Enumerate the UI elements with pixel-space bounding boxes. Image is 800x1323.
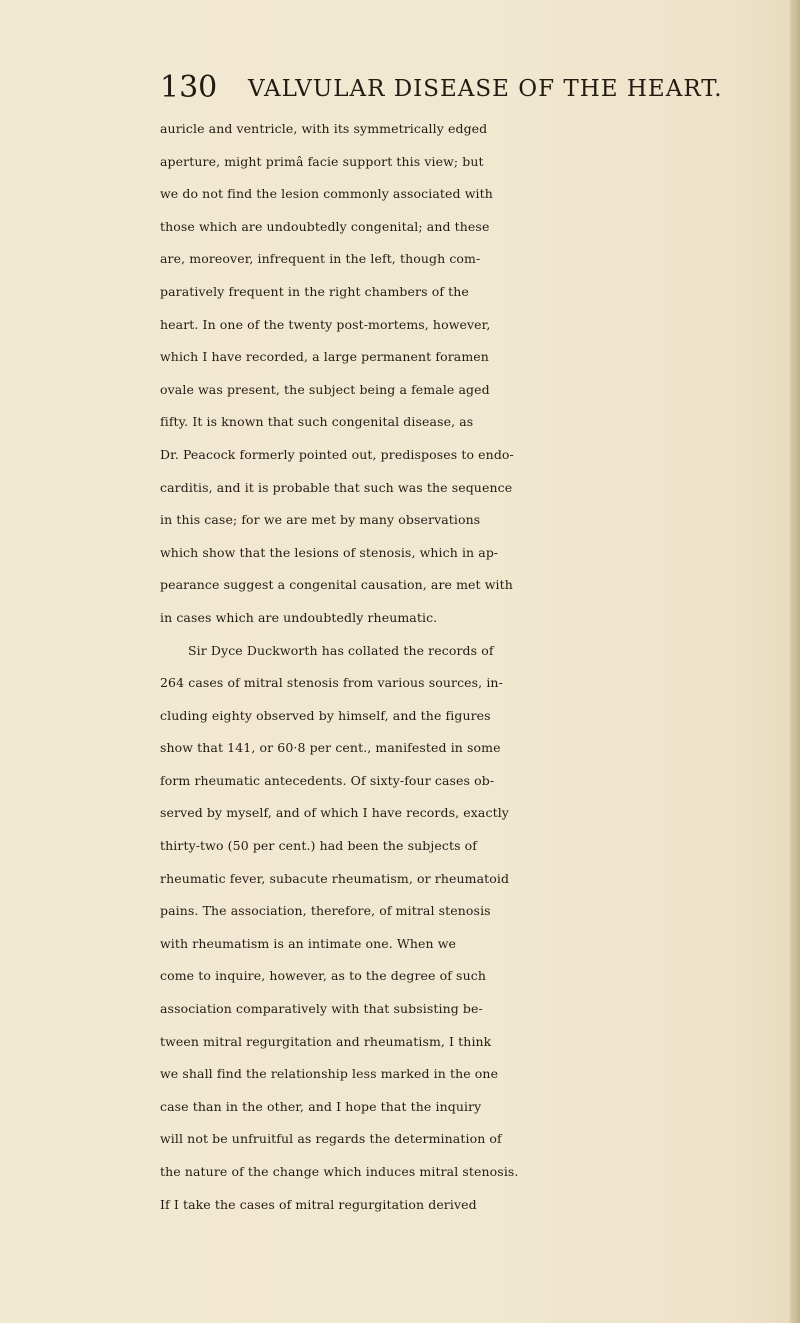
- text-line: pearance suggest a congenital causation, are met with: [160, 577, 513, 593]
- text-line: If I take the cases of mitral regurgitation derived: [160, 1196, 477, 1212]
- page-number: 130: [160, 70, 218, 105]
- text-line: we do not find the lesion commonly associated with: [160, 186, 493, 202]
- text-line: Dr. Peacock formerly pointed out, predisposes to endo-: [160, 446, 514, 462]
- text-line: cluding eighty observed by himself, and the figures: [160, 707, 491, 723]
- text-line: are, moreover, infrequent in the left, though com-: [160, 251, 481, 267]
- running-head: VALVULAR DISEASE OF THE HEART.: [248, 76, 723, 102]
- text-line: tween mitral regurgitation and rheumatism, I think: [160, 1033, 492, 1049]
- text-line: show that 141, or 60·8 per cent., manifested in some: [160, 740, 501, 756]
- text-line: come to inquire, however, as to the degree of such: [160, 968, 486, 984]
- text-line: those which are undoubtedly congenital; and these: [160, 218, 490, 234]
- text-line: aperture, might primâ facie support this view; but: [160, 153, 484, 169]
- text-line: form rheumatic antecedents. Of sixty-four cases ob-: [160, 772, 495, 788]
- text-line: in cases which are undoubtedly rheumatic.: [160, 609, 438, 625]
- text-line: which show that the lesions of stenosis, which in ap-: [160, 544, 499, 560]
- text-line: association comparatively with that subsisting be-: [160, 1001, 483, 1017]
- text-line: heart. In one of the twenty post-mortems, however,: [160, 316, 491, 332]
- text-line: pains. The association, therefore, of mitral stenosis: [160, 903, 491, 919]
- text-line: we shall find the relationship less marked in the one: [160, 1066, 499, 1082]
- text-line: served by myself, and of which I have records, exactly: [160, 805, 509, 821]
- text-line: will not be unfruitful as regards the determination of: [160, 1131, 502, 1147]
- body-text: [160, 113, 790, 1221]
- page-header: [160, 70, 780, 110]
- text-line: the nature of the change which induces mitral stenosis.: [160, 1164, 519, 1179]
- text-line: thirty-two (50 per cent.) had been the subjects of: [160, 838, 478, 854]
- text-line: ovale was present, the subject being a female aged: [160, 381, 490, 397]
- text-line: carditis, and it is probable that such was the sequence: [160, 479, 513, 495]
- text-line: 264 cases of mitral stenosis from various sources, in-: [160, 675, 503, 691]
- page-edge: [790, 0, 800, 1323]
- text-line: rheumatic fever, subacute rheumatism, or rheumatoid: [160, 870, 510, 886]
- text-line: fifty. It is known that such congenital disease, as: [160, 414, 474, 430]
- text-line: which I have recorded, a large permanent foramen: [160, 349, 489, 365]
- text-line: in this case; for we are met by many observations: [160, 512, 481, 528]
- text-line: case than in the other, and I hope that the inquiry: [160, 1098, 482, 1114]
- text-line: auricle and ventricle, with its symmetrically edged: [160, 121, 488, 136]
- text-line: with rheumatism is an intimate one. When we: [160, 935, 457, 951]
- paragraph-first-line: Sir Dyce Duckworth has collated the records of: [188, 642, 494, 658]
- text-line: paratively frequent in the right chambers of the: [160, 283, 469, 299]
